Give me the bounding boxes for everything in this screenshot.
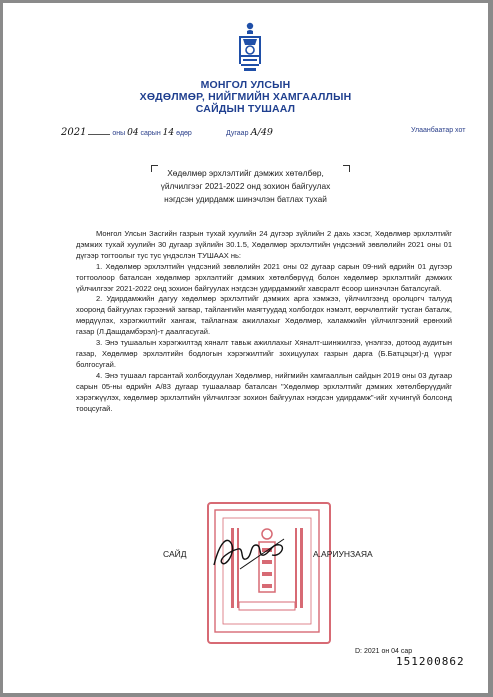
order-number-value: А/49 bbox=[250, 127, 273, 138]
header-line-3: САЙДЫН ТУШААЛ bbox=[195, 103, 296, 115]
date-day: 14 bbox=[162, 128, 175, 138]
subject-title bbox=[3, 167, 488, 206]
header-line-1: МОНГОЛ УЛСЫН bbox=[200, 79, 291, 91]
date-month: 04 bbox=[127, 128, 139, 138]
signer-name: А.АРИУНЗАЯА bbox=[313, 549, 373, 559]
order-number bbox=[226, 127, 273, 138]
subject-line-3: нэгдсэн удирдамж шинэчлэн батлах тухай bbox=[164, 194, 327, 204]
order-number-label: Дугаар bbox=[226, 130, 249, 137]
date-year: 2021 bbox=[61, 127, 87, 138]
document-barcode-number: 151200862 bbox=[396, 655, 465, 668]
intro-paragraph: Монгол Улсын Засгийн газрын тухай хуулийн 24 дүгээр зүйлийн 2 дахь хэсэг, Хөдөлмөр эрхлэлтийг дэмжих тухай хуулийн 30 дугаар зүйлийн 30.1.5, Хөдөлмөр эрхлэлтийн үндсэний зөвлөлийн 2021 оны 01 дүгээр тогтоолыг тус тус үндэслэн ТУШААХ нь: bbox=[76, 229, 452, 260]
subject-line-2: үйлчилгээг 2021-2022 онд зохион байгуулах bbox=[160, 181, 331, 191]
date-day-label: өдөр bbox=[176, 130, 192, 137]
state-emblem-icon bbox=[235, 21, 265, 73]
signature-title: САЙД bbox=[163, 549, 187, 559]
official-stamp bbox=[207, 502, 331, 644]
place-label: Улаанбаатар хот bbox=[411, 127, 466, 134]
handwritten-signature bbox=[210, 531, 290, 573]
paragraph-1: 1. Хөдөлмөр эрхлэлтийн үндсэний зөвлөлийн 2021 оны 02 дугаар сарын 09-ний өдрийн 01 дүгээр тогтоолоор баталсан хөдөлмөр эрхлэлтийг дэмжих хөтөлбөрүүд болон хөдөлмөр эрхлэлтийг дэмжих үйлчилгээг 2021-2022 онд зохион байгуулах нэгдсэн удирдамжийг хавсралт ёсоор шинэчлэн баталсугай. bbox=[76, 261, 452, 293]
date-month-label: сарын bbox=[140, 130, 161, 137]
paragraph-3: 3. Энэ тушаалын хэрэгжилтэд хяналт тавьж ажиллахыг Хяналт-шинжилгээ, үнэлгээ, дотоод аудитын газар, Хөдөлмөр эрхлэлтийн бодлогын хэрэгжилтийг зохицуулах газрын дарга (Б.Батцэцэг)-д үүрэг болгосугай. bbox=[76, 338, 452, 369]
paragraph-2: 2. Удирдамжийн дагуу хөдөлмөр эрхлэлтийг дэмжих арга хэмжээ, үйлчилгээнд оролцогч талууд хооронд байгуулах гэрээний загвар, тайлангийн маягтуудад холбогдох нэмэлт, өөрчлөлтийг тусган баталж, мөрдүүлэх, хэрэгжилтийг хангаж, тайлагнаж ажиллахыг Хөдөлмөр, халамжийн үйлчилгээний ерөнхий газар (Л.Дашдамбэрэл)-т даалгасугай. bbox=[76, 294, 452, 337]
subject-line-1: Хөдөлмөр эрхлэлтийг дэмжих хөтөлбөр, bbox=[167, 168, 324, 178]
order-body bbox=[76, 229, 452, 414]
date-line bbox=[61, 127, 192, 138]
date-year-label: оны bbox=[112, 130, 126, 137]
header-line-2: ХӨДӨЛМӨР, НИЙГМИЙН ХАМГААЛЛЫН bbox=[139, 91, 352, 103]
received-mark: D: 2021 он 04 сар bbox=[355, 648, 413, 655]
document-page bbox=[3, 3, 488, 693]
paragraph-4: 4. Энэ тушаал гарсантай холбогдуулан Хөдөлмөр, нийгмийн хамгааллын сайдын 2019 оны 03 дугаар сарын 05-ны өдрийн А/83 дугаар тушаалаар баталсан "Хөдөлмөр эрхлэлтийг дэмжих хөтөлбөрүүдийг хэрэгжүүлэх, хөдөлмөр эрхлэлтийн үйлчилгээг зохион байгуулах нэгдсэн удирдамж"-ийг хүчингүй болсонд тооцсугай. bbox=[76, 370, 452, 413]
